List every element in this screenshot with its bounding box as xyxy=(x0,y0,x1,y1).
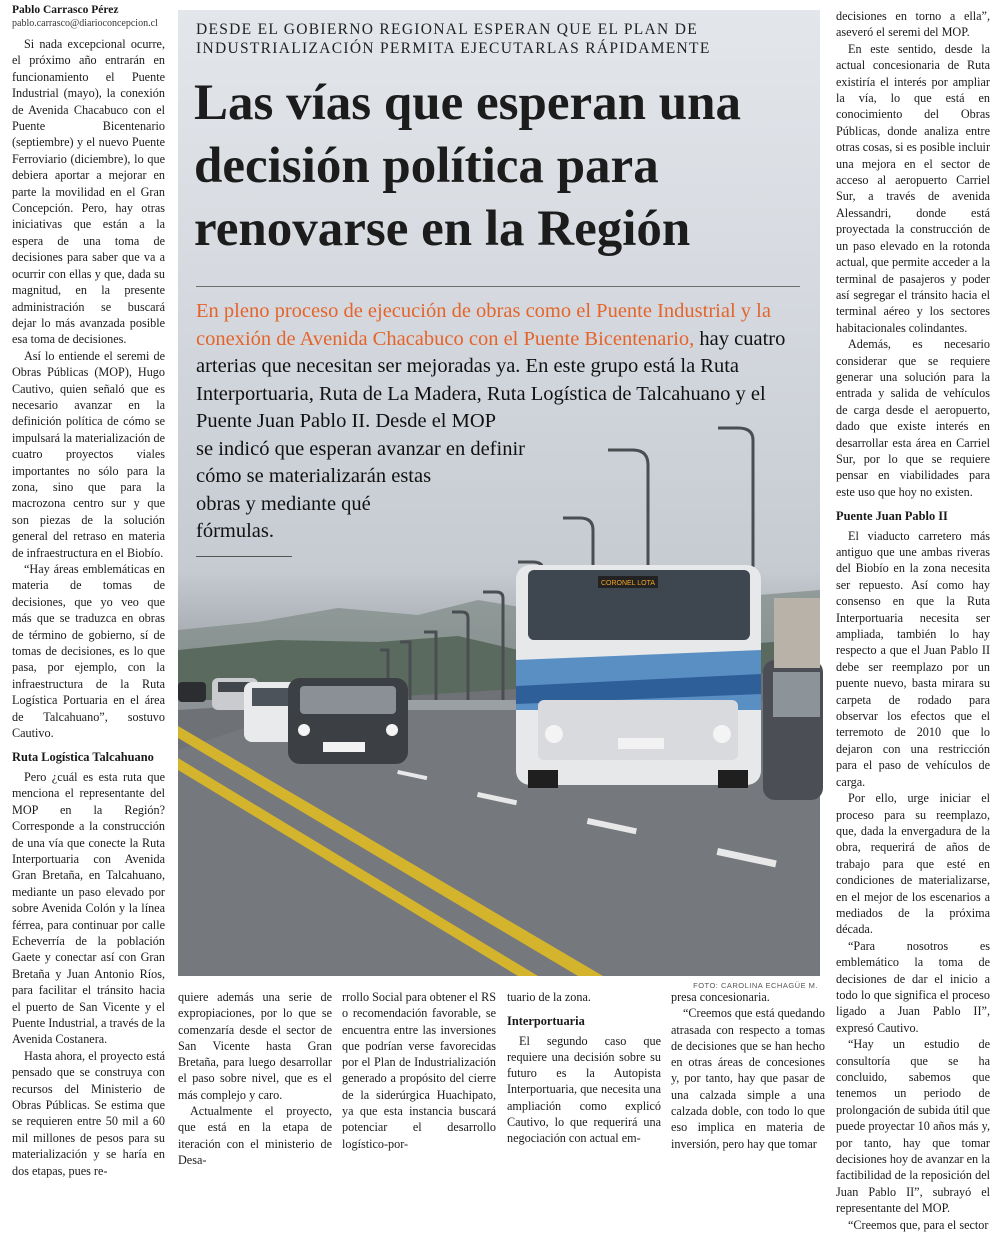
paragraph: El segundo caso que requiere una decisión sobre su futuro es la Autopista Interportuaria, que necesita una ampliación como explicó Cautivo, lo que requerirá una negociación con actual em- xyxy=(507,1033,661,1146)
headline-part3: renovarse en la Región xyxy=(194,201,691,257)
lead-highlight: En pleno proceso de ejecución de obras como el Puente Industrial y la conexión de Avenida Chacabuco con el Puente Bicentenario, xyxy=(196,300,771,350)
subheading-interportuaria: Interportuaria xyxy=(507,1014,585,1029)
paragraph: presa concesionaria. xyxy=(671,990,770,1004)
paragraph: Por ello, urge iniciar el proceso para su reemplazo, que, dada la envergadura de la obra, requerirá de años de trabajo para que esté en condiciones de materializarse, en el mejor de los escenarios a mediados de la próxima década. xyxy=(836,791,990,937)
bottom-column-2 xyxy=(342,989,496,1152)
paragraph: El viaducto carretero más antiguo que une ambas riveras del Biobío en la zona necesita ser repuesto. Así como hay consenso en que la Ruta Interportuaria necesita ser ampliada, también lo hay respecto a que el Juan Pablo II debe ser reemplazo por un puente nuevo, basta mirara su carpeta de rodado para observar los efectos que el terremoto de 2010 que lo dejaron con una restricción para el paso de vehículos de carga. xyxy=(836,528,990,789)
left-column xyxy=(12,4,165,1179)
lead-line: cómo se materializarán estas xyxy=(196,465,432,487)
paragraph: “Creemos que, para el sector xyxy=(848,1217,989,1232)
bottom-column-4 xyxy=(671,989,825,1152)
lead-line: obras y mediante qué xyxy=(196,492,371,515)
lead-line: fórmulas. xyxy=(196,520,274,542)
lead-line: se indicó que esperan avanzar en definir xyxy=(196,437,525,460)
headline-part2: para xyxy=(543,138,659,194)
paragraph: Pero ¿cuál es esta ruta que menciona el representante del MOP en la Región? Corresponde a la construcción de una vía que conecte la Ruta Interportuaria con Avenida Gran Bretaña, en Talcahuano, mediante un paso elevado por sobre Avenida Colón y la línea férrea, para continuar por calle Echeverría de la población Gaete y conectar así con Gran Bretaña y Juan Antonio Ríos, para facilitar el tránsito hacia el puerto de San Vicente y el Puente Industrial, a través de la Avenida Costanera. xyxy=(12,769,165,1047)
kicker: DESDE EL GOBIERNO REGIONAL ESPERAN QUE EL PLAN DE INDUSTRIALIZACIÓN PERMITA EJECUTARLAS RÁPIDAMENTE xyxy=(196,21,711,57)
paragraph: “Creemos que está quedando atrasada con respecto a tomas de decisiones que se han hecho en otras áreas de concesiones y, por tanto, hay que pasar de una calzada simple a una calzada doble, con todo lo que eso implica en materia de inversión, pero hay que tomar xyxy=(671,1006,825,1151)
paragraph: “Hay áreas emblemáticas en materia de tomas de decisiones, que yo veo que más que se traduzca en obras de término de gobierno, sí de tomas de decisiones, es lo que pasa, por ejemplo, con la infraestructura de la Ruta Logística Portuaria en el área de Talcahuano”, sostuvo Cautivo. xyxy=(12,562,165,741)
headline-bold: decisión política xyxy=(194,138,544,194)
paragraph: Además, es necesario considerar que se requiere generar una solución para la entrada y salida de vehículos de carga desde el aeropuerto, dado que existe interés en desarrollar esta área en Carriel Sur, por lo que se requiere pensar en viabilidades para este uso que hoy no existen. xyxy=(836,337,990,499)
paragraph: Así lo entiende el seremi de Obras Públicas (MOP), Hugo Cautivo, quien señaló que es necesario avanzar en la definición política de cómo se impulsará la materialización de cuatro proyectos viales importantes no sólo para la zona, sino que para la macrozona centro sur y que son piezas de la solución general del retraso en materia de infraestructura en el Biobío. xyxy=(12,348,165,560)
headline xyxy=(194,72,814,261)
paragraph: “Hay un estudio de consultoría que se ha concluido, sabemos que tenemos un periodo de prolongación de subida útil que puede proyectar 10 años más y, por tanto, hay que tomar decisiones hoy de avanzar en la factibilidad de la reposición del Juan Pablo II”, subrayó el representante del MOP. xyxy=(836,1037,990,1216)
paragraph: rrollo Social para obtener el RS o recomendación favorable, se encuentra entre las inversiones que podrían verse favorecidas por el Plan de Industrialización generado a propósito del cierre de la siderúrgica Huachipato, ya que esta instancia buscará potenciar el desarrollo logístico-por- xyxy=(342,990,496,1151)
paragraph: “Para nosotros es emblemático la toma de decisiones de dar el inicio a todo lo que significa el proceso ligado a Juan Pablo II”, expresó Cautivo. xyxy=(836,938,990,1035)
headline-part1: Las vías que esperan una xyxy=(194,75,741,131)
right-column xyxy=(836,8,990,1233)
subheading-ruta-logistica: Ruta Logística Talcahuano xyxy=(12,750,154,765)
lead-divider xyxy=(196,556,292,557)
paragraph: tuario de la zona. xyxy=(507,990,591,1004)
paragraph: Si nada excepcional ocurre, el próximo año entrarán en funcionamiento el Puente Industrial (mayo), la conexión de Avenida Chacabuco con el Puente Bicentenario (septiembre) y el nuevo Puente Ferroviario (diciembre), lo que debiera aportar a mejorar en parte la movilidad en el Gran Concepción. Pero, hay otras iniciativas que están a la espera de una toma de decisiones para saber que va a ocurrir con ellas y que, dada su magnitud, en la presente administración se buscará dejar lo más avanzada posible esa toma de decisiones. xyxy=(12,37,165,347)
lead-paragraph xyxy=(196,298,800,546)
bottom-column-1 xyxy=(178,989,332,1168)
bus-destination-sign: CORONEL LOTA xyxy=(600,580,656,587)
bottom-column-3 xyxy=(507,989,661,1147)
byline-email[interactable]: pablo.carrasco@diarioconcepcion.cl xyxy=(12,18,158,29)
paragraph: En este sentido, desde la actual concesionaria de Ruta existiría el interés por ampliar la vía, lo que está en conocimiento del Obras Públicas, donde analiza entre otras cosas, si es posible incluir una mejora en el sector de acceso al aeropuerto Carriel Sur, a través de avenida Alessandri, donde está proyectada la construcción de un paso elevado en la rotonda actual, que permite acceder a la terminal de pasajeros y poder así segregar el tránsito hacia el terminal aéreo y los sectores habitacionales colindantes. xyxy=(836,41,990,335)
paragraph: Hasta ahora, el proyecto está pensado que se construya con recursos del Ministerio de Obras Públicas. Se estima que se requieren entre 50 mil a 60 mil millones de pesos para su materialización y se haría en dos etapas, pues re- xyxy=(12,1048,165,1178)
photo-credit: FOTO: CAROLINA ECHAGÜE M. xyxy=(693,981,818,990)
byline-name: Pablo Carrasco Pérez xyxy=(12,4,119,16)
lead-text: hay cuatro arterias que necesitan ser mejoradas ya. En este grupo está la Ruta Interportuaria, Ruta de La Madera, Ruta Logística de Talcahuano y el Puente Juan Pablo II. Desde el MOP xyxy=(196,327,786,432)
subheading-puente-juan-pablo: Puente Juan Pablo II xyxy=(836,509,948,524)
headline-divider xyxy=(196,286,800,287)
paragraph: Actualmente el proyecto, que está en la etapa de iteración con el ministerio de Desa- xyxy=(178,1104,332,1167)
paragraph: decisiones en torno a ella”, aseveró el seremi del MOP. xyxy=(836,9,990,40)
paragraph: quiere además una serie de expropiaciones, por lo que se comenzaría desde el sector de San Vicente hasta Gran Bretaña, para luego desarrollar el paso sobre nivel, que es el más complejo y caro. xyxy=(178,990,332,1102)
